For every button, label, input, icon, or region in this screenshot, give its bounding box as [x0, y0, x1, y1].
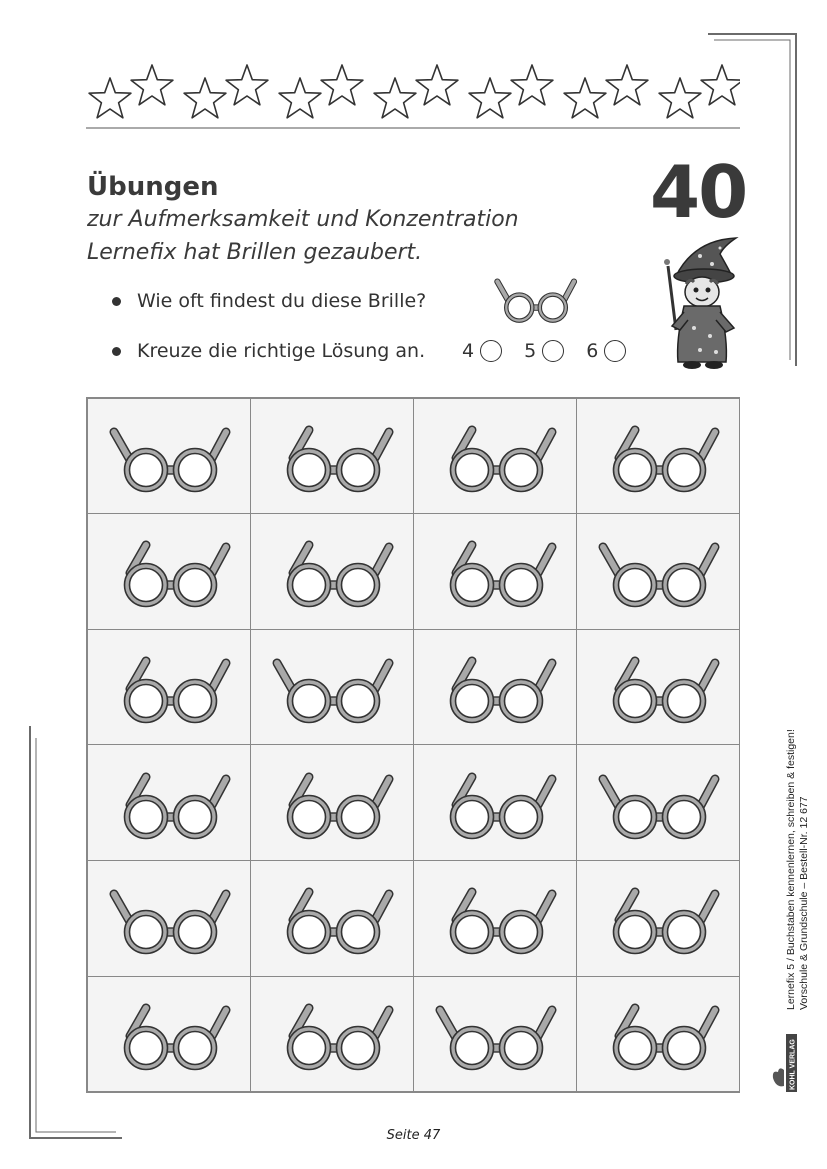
glasses-both-up-icon: [593, 533, 723, 609]
side-note-line-2: Vorschule & Grundschule – Bestell-Nr. 12 677: [798, 796, 810, 1010]
answer-checkbox[interactable]: [604, 340, 626, 362]
grid-cell: [413, 976, 577, 1093]
glasses-both-up-icon: [430, 996, 560, 1072]
grid-cell: [87, 860, 251, 977]
glasses-hook-icon: [593, 880, 723, 956]
glasses-hook-icon: [430, 765, 560, 841]
grid-cell: [576, 744, 740, 861]
glasses-hook-icon: [430, 649, 560, 725]
glasses-hook-icon: [104, 996, 234, 1072]
grid-cell: [576, 860, 740, 977]
answer-option-4[interactable]: [462, 340, 502, 362]
grid-cell: [250, 629, 414, 746]
grid-cell: [250, 513, 414, 630]
instruction-text: Wie oft findest du diese Brille?: [137, 290, 427, 312]
grid-cell: [250, 976, 414, 1093]
grid-cell: [576, 629, 740, 746]
grid-cell: [87, 744, 251, 861]
glasses-both-up-icon: [104, 418, 234, 494]
header-divider: [86, 127, 740, 129]
glasses-hook-icon: [267, 880, 397, 956]
grid-cell: [413, 744, 577, 861]
grid-cell: [250, 744, 414, 861]
subtitle-line-2: Lernefix hat Brillen gezaubert.: [87, 240, 423, 265]
glasses-both-up-icon: [267, 649, 397, 725]
grid-cell: [87, 976, 251, 1093]
glasses-hook-icon: [267, 418, 397, 494]
grid-cell: [413, 398, 577, 515]
bullet-icon: [112, 347, 121, 356]
side-note-line-1: Lernefix 5 / Buchstaben kennenlernen, schreiben & festigen!: [785, 729, 797, 1010]
glasses-hook-icon: [267, 533, 397, 609]
glasses-hook-icon: [104, 533, 234, 609]
answer-label: 5: [524, 340, 537, 362]
bullet-icon: [112, 297, 121, 306]
sample-glasses-icon: [490, 272, 580, 324]
instruction-item: [112, 340, 425, 362]
glasses-both-up-icon: [104, 880, 234, 956]
glasses-hook-icon: [267, 765, 397, 841]
instruction-item: [112, 290, 426, 312]
exercise-number: 40: [650, 150, 747, 234]
page-footer: Seite 47: [386, 1128, 441, 1143]
star-banner: [86, 62, 740, 122]
publisher-logo: [770, 1032, 800, 1094]
wizard-mascot-icon: [654, 232, 746, 372]
glasses-hook-icon: [430, 533, 560, 609]
answer-options: [462, 340, 626, 362]
glasses-hook-icon: [104, 649, 234, 725]
grid-cell: [87, 513, 251, 630]
page-title: Übungen: [87, 172, 219, 202]
side-publication-note: [782, 710, 818, 1010]
publisher-name: KOHL VERLAG: [789, 1039, 797, 1090]
answer-checkbox[interactable]: [542, 340, 564, 362]
glasses-hook-icon: [593, 996, 723, 1072]
glasses-hook-icon: [104, 765, 234, 841]
grid-cell: [576, 976, 740, 1093]
glasses-grid: [86, 397, 740, 1093]
glasses-both-up-icon: [593, 765, 723, 841]
glasses-hook-icon: [267, 996, 397, 1072]
grid-cell: [250, 398, 414, 515]
answer-option-5[interactable]: [524, 340, 564, 362]
grid-cell: [576, 398, 740, 515]
grid-cell: [413, 860, 577, 977]
answer-label: 4: [462, 340, 475, 362]
glasses-hook-icon: [430, 880, 560, 956]
grid-cell: [576, 513, 740, 630]
subtitle-line-1: zur Aufmerksamkeit und Konzentration: [87, 207, 519, 232]
glasses-hook-icon: [430, 418, 560, 494]
grid-cell: [413, 629, 577, 746]
grid-cell: [87, 398, 251, 515]
answer-label: 6: [586, 340, 599, 362]
instruction-text: Kreuze die richtige Lösung an.: [137, 340, 426, 362]
glasses-hook-icon: [593, 649, 723, 725]
grid-cell: [87, 629, 251, 746]
answer-checkbox[interactable]: [480, 340, 502, 362]
grid-cell: [250, 860, 414, 977]
answer-option-6[interactable]: [586, 340, 626, 362]
glasses-hook-icon: [593, 418, 723, 494]
grid-cell: [413, 513, 577, 630]
